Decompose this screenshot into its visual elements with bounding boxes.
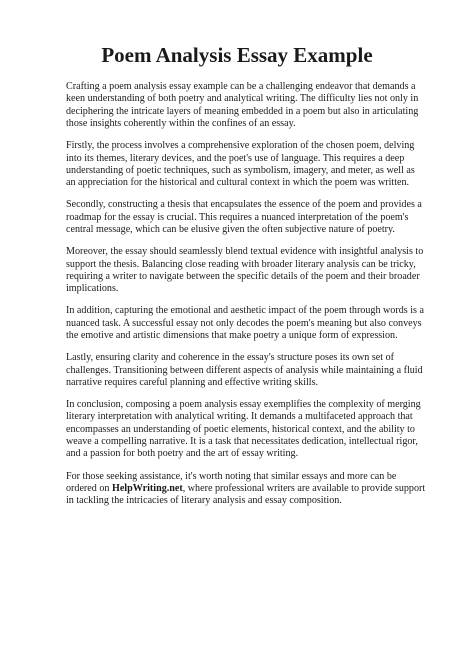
paragraph-firstly: Firstly, the process involves a comprehensive exploration of the chosen poem, delving into its themes, literary devices, and the poet's use of language. This requires a deep understanding of poetic techniques, such as symbolism, imagery, and meter, as well as an appreciation for the historical and cultural context in which the poem was written. bbox=[66, 140, 415, 189]
paragraph-intro: Crafting a poem analysis essay example can be a challenging endeavor that demands a keen understanding of both poetry and analytical writing. The difficulty lies not only in deciphering the intricate layers of meaning embedded in a poem but also in articulating those insights coherently within the confines of an essay. bbox=[66, 81, 419, 130]
paragraph-conclusion: In conclusion, composing a poem analysis essay exemplifies the complexity of merging literary interpretation with analytical writing. It demands a multifaceted approach that encompasses an understanding of poetic elements, historical context, and the ability to weave a compelling narrative. It is a task that necessitates dedication, intellectual rigor, and a passion for both poetry and the art of essay writing. bbox=[66, 399, 421, 460]
page-title: Poem Analysis Essay Example bbox=[101, 43, 373, 67]
paragraph-lastly: Lastly, ensuring clarity and coherence in the essay's structure poses its own set of challenges. Transitioning between different aspects of analysis while maintaining a fluid narrative requires careful planning and effective writing skills. bbox=[66, 352, 423, 388]
brand-name: HelpWriting.net bbox=[111, 482, 183, 494]
paragraph-assistance bbox=[66, 471, 426, 508]
paragraph-in-addition: In addition, capturing the emotional and aesthetic impact of the poem through words is a nuanced task. A successful essay not only decodes the poem's meaning but also conveys the emotive and artistic dimensions that make poetry a unique form of expression. bbox=[66, 305, 424, 342]
assistance-text-after: , where professional writers are available to provide support in tackling the intricacies of literary analysis and essay composition. bbox=[66, 482, 426, 507]
paragraph-secondly: Secondly, constructing a thesis that encapsulates the essence of the poem and provides a roadmap for the essay is crucial. This requires a nuanced interpretation of the poem's central message, which can be elusive given the often subjective nature of poetry. bbox=[66, 199, 422, 236]
paragraph-moreover: Moreover, the essay should seamlessly blend textual evidence with insightful analysis to support the thesis. Balancing close reading with broader literary analysis can be tricky, requiring a writer to navigate between the specific details of the poem and their broader implications. bbox=[66, 246, 424, 295]
assistance-text-before: For those seeking assistance, it's worth noting that similar essays and more can be ordered on bbox=[66, 470, 397, 494]
essay-body bbox=[66, 81, 426, 517]
